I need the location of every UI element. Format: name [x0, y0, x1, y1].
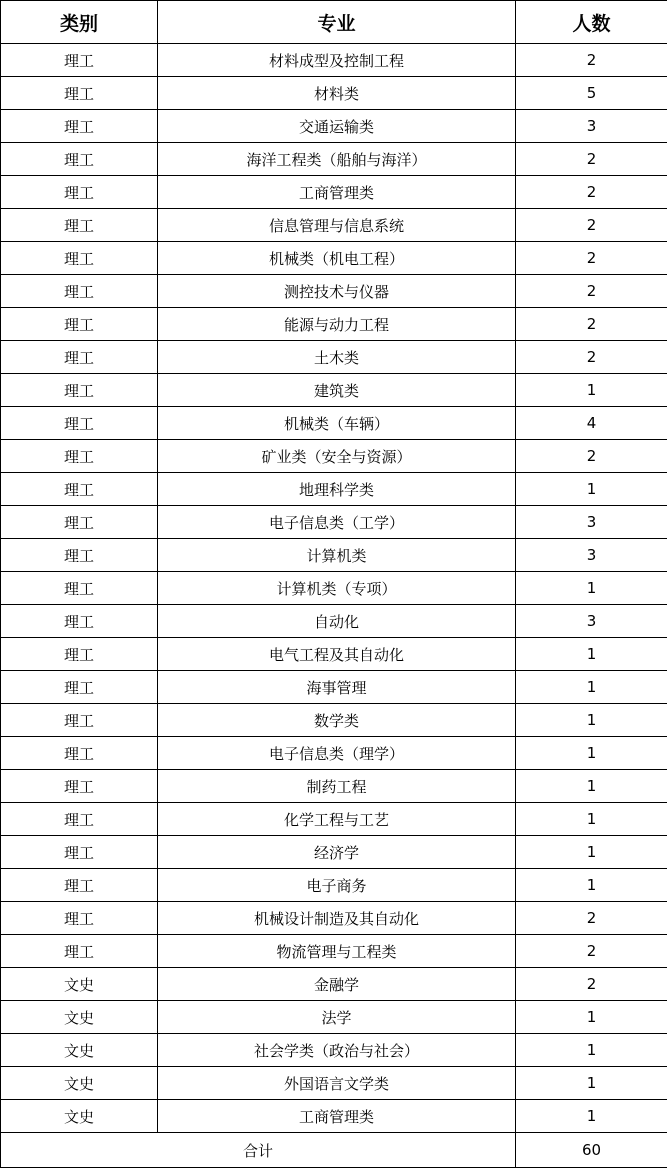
cell-category: 理工 — [1, 935, 158, 968]
cell-count: 2 — [516, 143, 667, 176]
table-row — [1, 341, 667, 374]
cell-count: 2 — [516, 308, 667, 341]
cell-major: 交通运输类 — [158, 110, 516, 143]
cell-category: 理工 — [1, 803, 158, 836]
cell-major: 海事管理 — [158, 671, 516, 704]
total-row — [1, 1133, 667, 1168]
cell-major: 数学类 — [158, 704, 516, 737]
cell-major: 外国语言文学类 — [158, 1067, 516, 1100]
cell-category: 理工 — [1, 638, 158, 671]
cell-count: 2 — [516, 209, 667, 242]
table-row — [1, 77, 667, 110]
table-row — [1, 1100, 667, 1133]
cell-count: 1 — [516, 1034, 667, 1067]
cell-major: 电子商务 — [158, 869, 516, 902]
cell-major: 材料类 — [158, 77, 516, 110]
cell-category: 理工 — [1, 176, 158, 209]
header-count: 人数 — [516, 1, 667, 44]
cell-major: 海洋工程类（船舶与海洋） — [158, 143, 516, 176]
cell-count: 1 — [516, 1001, 667, 1034]
cell-category: 理工 — [1, 242, 158, 275]
cell-major: 机械类（车辆） — [158, 407, 516, 440]
cell-count: 1 — [516, 1100, 667, 1133]
table-row — [1, 902, 667, 935]
table-row — [1, 737, 667, 770]
cell-major: 金融学 — [158, 968, 516, 1001]
table-body — [1, 44, 667, 1133]
cell-major: 法学 — [158, 1001, 516, 1034]
cell-category: 理工 — [1, 308, 158, 341]
cell-count: 4 — [516, 407, 667, 440]
total-label: 合计 — [1, 1133, 516, 1168]
cell-count: 1 — [516, 803, 667, 836]
cell-category: 理工 — [1, 44, 158, 77]
cell-count: 2 — [516, 242, 667, 275]
table-row — [1, 407, 667, 440]
table-row — [1, 209, 667, 242]
cell-category: 文史 — [1, 1100, 158, 1133]
header-major: 专业 — [158, 1, 516, 44]
cell-major: 自动化 — [158, 605, 516, 638]
table-row — [1, 803, 667, 836]
cell-category: 理工 — [1, 539, 158, 572]
table-row — [1, 869, 667, 902]
cell-category: 文史 — [1, 1001, 158, 1034]
cell-count: 1 — [516, 704, 667, 737]
cell-major: 建筑类 — [158, 374, 516, 407]
cell-major: 矿业类（安全与资源） — [158, 440, 516, 473]
cell-category: 理工 — [1, 770, 158, 803]
cell-count: 1 — [516, 1067, 667, 1100]
table-row — [1, 374, 667, 407]
cell-major: 土木类 — [158, 341, 516, 374]
cell-major: 电气工程及其自动化 — [158, 638, 516, 671]
cell-category: 理工 — [1, 506, 158, 539]
cell-major: 经济学 — [158, 836, 516, 869]
table-row — [1, 638, 667, 671]
cell-category: 理工 — [1, 440, 158, 473]
cell-count: 2 — [516, 440, 667, 473]
cell-category: 理工 — [1, 671, 158, 704]
cell-major: 工商管理类 — [158, 1100, 516, 1133]
cell-category: 理工 — [1, 869, 158, 902]
cell-major: 计算机类 — [158, 539, 516, 572]
cell-count: 3 — [516, 110, 667, 143]
cell-category: 理工 — [1, 275, 158, 308]
cell-count: 1 — [516, 473, 667, 506]
table-row — [1, 275, 667, 308]
table-row — [1, 506, 667, 539]
table-row — [1, 1001, 667, 1034]
cell-major: 能源与动力工程 — [158, 308, 516, 341]
cell-category: 理工 — [1, 572, 158, 605]
cell-category: 理工 — [1, 407, 158, 440]
cell-count: 3 — [516, 605, 667, 638]
cell-count: 2 — [516, 44, 667, 77]
cell-count: 1 — [516, 638, 667, 671]
table-row — [1, 1034, 667, 1067]
table-row — [1, 671, 667, 704]
cell-count: 2 — [516, 935, 667, 968]
cell-count: 2 — [516, 968, 667, 1001]
table-row — [1, 770, 667, 803]
cell-major: 机械类（机电工程） — [158, 242, 516, 275]
cell-count: 1 — [516, 869, 667, 902]
table-row — [1, 110, 667, 143]
table-row — [1, 836, 667, 869]
cell-count: 2 — [516, 902, 667, 935]
cell-category: 理工 — [1, 341, 158, 374]
cell-major: 地理科学类 — [158, 473, 516, 506]
table-row — [1, 242, 667, 275]
cell-major: 测控技术与仪器 — [158, 275, 516, 308]
cell-category: 理工 — [1, 143, 158, 176]
cell-count: 1 — [516, 374, 667, 407]
cell-category: 理工 — [1, 836, 158, 869]
cell-major: 制药工程 — [158, 770, 516, 803]
cell-count: 1 — [516, 770, 667, 803]
cell-count: 2 — [516, 176, 667, 209]
table-row — [1, 440, 667, 473]
table-row — [1, 1067, 667, 1100]
cell-major: 电子信息类（理学） — [158, 737, 516, 770]
cell-category: 文史 — [1, 968, 158, 1001]
table-row — [1, 968, 667, 1001]
total-value: 60 — [516, 1133, 667, 1168]
table-row — [1, 176, 667, 209]
cell-major: 社会学类（政治与社会） — [158, 1034, 516, 1067]
cell-category: 理工 — [1, 605, 158, 638]
cell-category: 文史 — [1, 1067, 158, 1100]
table-row — [1, 44, 667, 77]
cell-count: 1 — [516, 671, 667, 704]
cell-category: 理工 — [1, 110, 158, 143]
cell-category: 理工 — [1, 473, 158, 506]
cell-count: 3 — [516, 506, 667, 539]
cell-category: 理工 — [1, 902, 158, 935]
table-row — [1, 572, 667, 605]
header-row — [1, 1, 667, 44]
cell-major: 物流管理与工程类 — [158, 935, 516, 968]
table-row — [1, 308, 667, 341]
cell-major: 化学工程与工艺 — [158, 803, 516, 836]
cell-count: 1 — [516, 737, 667, 770]
header-category: 类别 — [1, 1, 158, 44]
cell-count: 2 — [516, 275, 667, 308]
cell-category: 理工 — [1, 737, 158, 770]
table-row — [1, 539, 667, 572]
cell-major: 材料成型及控制工程 — [158, 44, 516, 77]
cell-count: 1 — [516, 836, 667, 869]
cell-count: 3 — [516, 539, 667, 572]
table-row — [1, 143, 667, 176]
table-row — [1, 935, 667, 968]
cell-category: 文史 — [1, 1034, 158, 1067]
cell-count: 2 — [516, 341, 667, 374]
table-row — [1, 704, 667, 737]
cell-count: 1 — [516, 572, 667, 605]
cell-major: 信息管理与信息系统 — [158, 209, 516, 242]
cell-major: 计算机类（专项） — [158, 572, 516, 605]
cell-count: 5 — [516, 77, 667, 110]
cell-major: 电子信息类（工学） — [158, 506, 516, 539]
cell-category: 理工 — [1, 77, 158, 110]
cell-major: 机械设计制造及其自动化 — [158, 902, 516, 935]
table-row — [1, 473, 667, 506]
cell-category: 理工 — [1, 374, 158, 407]
cell-category: 理工 — [1, 704, 158, 737]
cell-category: 理工 — [1, 209, 158, 242]
cell-major: 工商管理类 — [158, 176, 516, 209]
table-row — [1, 605, 667, 638]
